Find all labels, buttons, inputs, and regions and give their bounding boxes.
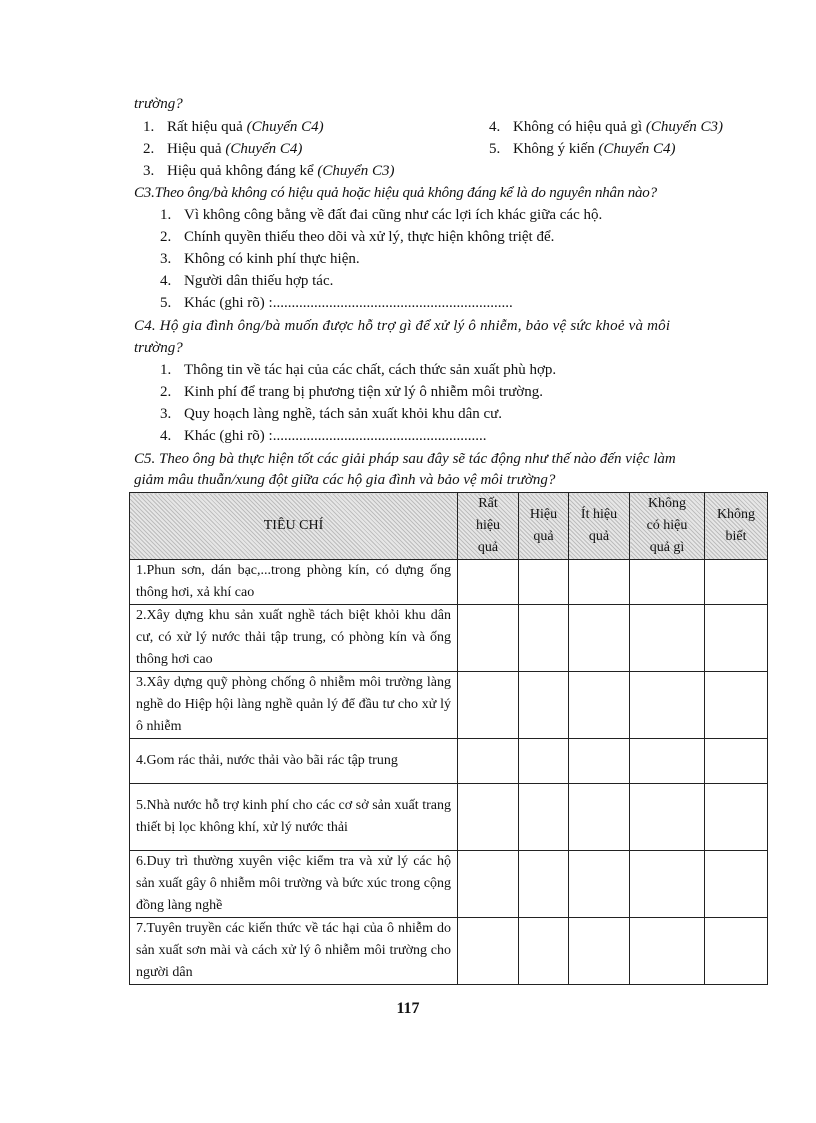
answer-cell[interactable]: [519, 851, 569, 918]
criteria-cell: 5.Nhà nước hỗ trợ kinh phí cho các cơ sở sản xuất trang thiết bị lọc không khí, xử lý nước thải: [130, 784, 458, 851]
option-text: Hiệu quả không đáng kể: [167, 163, 318, 179]
answer-cell[interactable]: [569, 851, 630, 918]
answer-cell[interactable]: [705, 784, 768, 851]
criteria-cell: 1.Phun sơn, dán bạc,...trong phòng kín, có dựng ống thông hơi, xả khí cao: [130, 560, 458, 605]
option-text: Khác (ghi rõ) :................................................................: [184, 295, 513, 311]
c4-option-4: [160, 426, 486, 446]
c4-option-1: [160, 360, 556, 380]
answer-cell[interactable]: [630, 560, 705, 605]
answer-cell[interactable]: [519, 739, 569, 784]
header-line: quả: [588, 529, 610, 544]
option-number: 4.: [489, 119, 501, 135]
header-line: biết: [725, 529, 747, 544]
option-text: Rất hiệu quả: [167, 119, 247, 135]
answer-cell[interactable]: [569, 739, 630, 784]
answer-cell[interactable]: [458, 851, 519, 918]
answer-cell[interactable]: [458, 605, 519, 672]
c4-option-2: [160, 382, 543, 402]
answer-cell[interactable]: [630, 851, 705, 918]
c3-option-1: [160, 205, 602, 225]
criteria-cell: 6.Duy trì thường xuyên việc kiểm tra và xử lý các hộ sản xuất gây ô nhiễm môi trường và bức xúc trong cộng đồng làng nghề: [130, 851, 458, 918]
answer-cell[interactable]: [519, 605, 569, 672]
column-header-not-effective: [630, 493, 705, 560]
answer-cell[interactable]: [630, 784, 705, 851]
answer-cell[interactable]: [458, 918, 519, 985]
option-number: 3.: [160, 406, 172, 422]
answer-cell[interactable]: [569, 605, 630, 672]
option-text: Quy hoạch làng nghề, tách sản xuất khỏi khu dân cư.: [184, 406, 503, 422]
header-line: có hiệu: [646, 518, 688, 533]
header-line: Không: [716, 507, 756, 522]
criteria-cell: 4.Gom rác thải, nước thải vào bãi rác tập trung: [130, 739, 458, 784]
c2-option-3: [143, 161, 394, 181]
c4-option-3: [160, 404, 502, 424]
header-line: quả gì: [649, 540, 685, 555]
answer-cell[interactable]: [458, 784, 519, 851]
table-row: [130, 560, 768, 605]
option-text: Không có kinh phí thực hiện.: [184, 251, 360, 267]
answer-cell[interactable]: [630, 739, 705, 784]
option-text: Khác (ghi rõ) :.........................................................: [184, 428, 487, 444]
answer-cell[interactable]: [569, 560, 630, 605]
answer-cell[interactable]: [569, 784, 630, 851]
c4-question: C4. Hộ gia đình ông/bà muốn được hỗ trợ gì để xử lý ô nhiễm, bảo vệ sức khoẻ và môi: [134, 318, 671, 334]
header-line: quả: [477, 540, 499, 555]
criteria-cell: 3.Xây dựng quỹ phòng chống ô nhiễm môi trường làng nghề do Hiệp hội làng nghề quản lý để đầu tư cho xử lý ô nhiễm: [130, 672, 458, 739]
answer-cell[interactable]: [630, 605, 705, 672]
option-text: Người dân thiếu hợp tác.: [184, 273, 334, 289]
answer-cell[interactable]: [569, 918, 630, 985]
option-number: 3.: [143, 163, 155, 179]
answer-cell[interactable]: [705, 560, 768, 605]
header-line: quả: [533, 529, 554, 544]
option-number: 2.: [160, 229, 172, 245]
option-note: (Chuyển C4): [246, 119, 324, 135]
option-number: 2.: [160, 384, 172, 400]
criteria-cell: 7.Tuyên truyền các kiến thức về tác hại của ô nhiễm do sản xuất sơn mài và cách xử lý ô nhiễm môi trường cho người dân: [130, 918, 458, 985]
header-line: hiệu: [475, 518, 501, 533]
table-row: [130, 672, 768, 739]
option-number: 4.: [160, 428, 172, 444]
table-row: [130, 605, 768, 672]
option-number: 4.: [160, 273, 172, 289]
table-row: [130, 851, 768, 918]
answer-cell[interactable]: [519, 560, 569, 605]
option-text: Hiệu quả: [167, 141, 226, 157]
option-note: (Chuyển C4): [598, 141, 676, 157]
option-text: Không ý kiến: [513, 141, 599, 157]
criteria-cell: 2.Xây dựng khu sản xuất nghề tách biệt khỏi khu dân cư, có xử lý nước thải tập trung, có phòng kín và ống thông hơi cao: [130, 605, 458, 672]
c2-option-2: [143, 139, 302, 159]
answer-cell[interactable]: [458, 672, 519, 739]
page-number: 117: [396, 1000, 420, 1017]
answer-cell[interactable]: [458, 560, 519, 605]
header-line: Ít hiệu: [580, 507, 618, 522]
column-header-little-effective: [569, 493, 630, 560]
c5-question-continued: giảm mâu thuẫn/xung đột giữa các hộ gia đình và bảo vệ môi trường?: [134, 472, 556, 488]
option-text: Không có hiệu quả gì: [513, 119, 646, 135]
c4-question-continued: trường?: [134, 340, 183, 356]
c3-question: C3.Theo ông/bà không có hiệu quả hoặc hiệu quả không đáng kể là do nguyên nhân nào?: [134, 185, 657, 201]
c2-option-1: [143, 117, 324, 137]
column-header-very-effective: [458, 493, 519, 560]
column-header-effective: [519, 493, 569, 560]
answer-cell[interactable]: [705, 739, 768, 784]
c3-option-3: [160, 249, 360, 269]
table-row: [130, 918, 768, 985]
answer-cell[interactable]: [569, 672, 630, 739]
option-number: 3.: [160, 251, 172, 267]
answer-cell[interactable]: [705, 672, 768, 739]
answer-cell[interactable]: [705, 851, 768, 918]
option-number: 1.: [160, 362, 172, 378]
answer-cell[interactable]: [458, 739, 519, 784]
option-text: Chính quyền thiếu theo dõi và xử lý, thực hiện không triệt để.: [184, 229, 555, 245]
answer-cell[interactable]: [519, 918, 569, 985]
c3-option-5: [160, 293, 513, 313]
criteria-header: TIÊU CHÍ: [130, 493, 458, 560]
option-note: (Chuyển C4): [225, 141, 303, 157]
answer-cell[interactable]: [705, 605, 768, 672]
option-number: 5.: [160, 295, 172, 311]
table-header-row: [130, 493, 768, 560]
option-number: 1.: [160, 207, 172, 223]
option-text: Kinh phí để trang bị phương tiện xử lý ô nhiễm môi trường.: [184, 384, 543, 400]
answer-cell[interactable]: [630, 918, 705, 985]
answer-cell[interactable]: [519, 784, 569, 851]
assessment-table: [129, 492, 768, 985]
option-number: 1.: [143, 119, 155, 135]
table-row: [130, 784, 768, 851]
option-number: 5.: [489, 141, 501, 157]
intro-line: trường?: [134, 96, 183, 112]
header-line: Hiệu: [529, 507, 558, 522]
c2-option-4: [489, 117, 723, 137]
header-line: Rất: [478, 496, 498, 511]
option-number: 2.: [143, 141, 155, 157]
option-note: (Chuyển C3): [317, 163, 395, 179]
option-text: Thông tin về tác hại của các chất, cách thức sản xuất phù hợp.: [184, 362, 557, 378]
column-header-dont-know: [705, 493, 768, 560]
answer-cell[interactable]: [519, 672, 569, 739]
option-note: (Chuyển C3): [645, 119, 723, 135]
answer-cell[interactable]: [705, 918, 768, 985]
table-row: [130, 739, 768, 784]
c3-option-2: [160, 227, 554, 247]
answer-cell[interactable]: [630, 672, 705, 739]
c5-question: C5. Theo ông bà thực hiện tốt các giải pháp sau đây sẽ tác động như thế nào đến việc làm: [134, 451, 676, 467]
c3-option-4: [160, 271, 333, 291]
option-text: Vì không công bằng về đất đai cũng như các lợi ích khác giữa các hộ.: [184, 207, 603, 223]
c2-option-5: [489, 139, 676, 159]
header-line: Không: [647, 496, 687, 511]
